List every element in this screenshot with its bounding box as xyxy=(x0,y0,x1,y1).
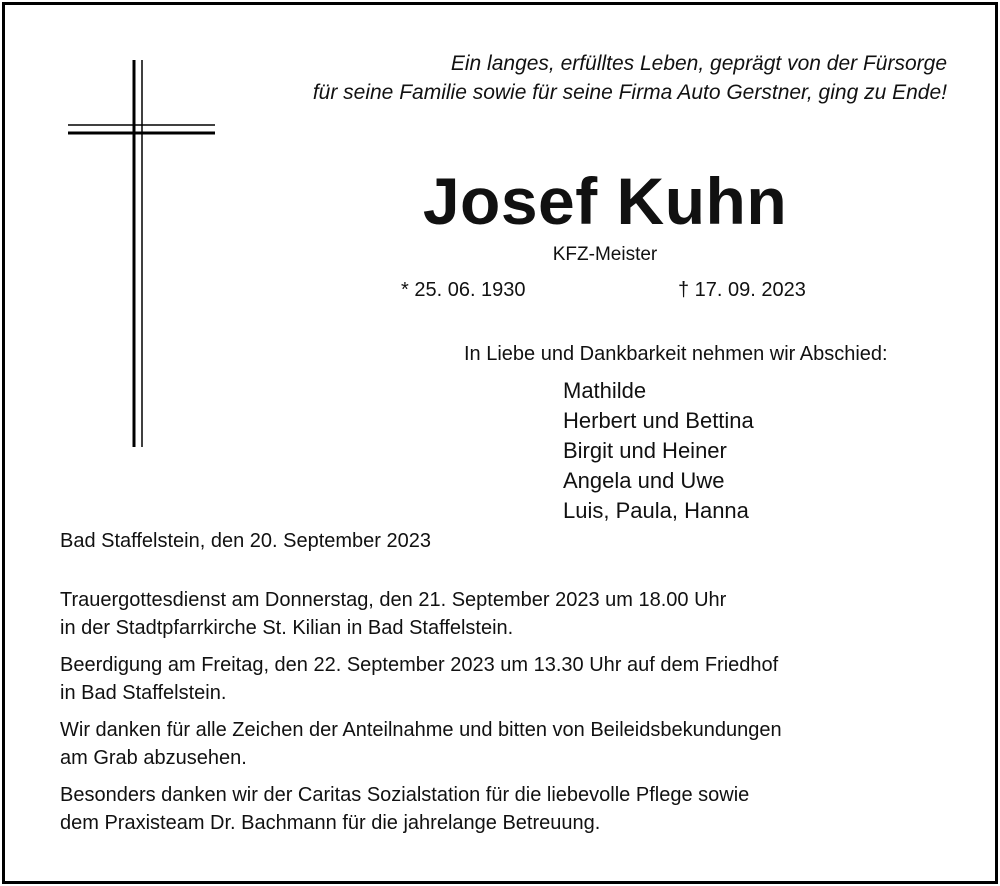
burial-paragraph xyxy=(60,651,920,707)
burial-line-1: Beerdigung am Freitag, den 22. September 2023 um 13.30 Uhr auf dem Friedhof xyxy=(60,654,779,676)
deceased-name: Josef Kuhn xyxy=(422,164,788,238)
service-line-1: Trauergottesdienst am Donnerstag, den 21. September 2023 um 18.00 Uhr xyxy=(60,589,727,611)
special-thanks-line-1: Besonders danken wir der Caritas Sozialstation für die liebevolle Pflege sowie xyxy=(60,784,750,806)
family-member: Mathilde xyxy=(563,378,647,403)
special-thanks-line-2: dem Praxisteam Dr. Bachmann für die jahrelange Betreuung. xyxy=(60,812,601,834)
burial-line-2: in Bad Staffelstein. xyxy=(60,682,227,704)
birth-date: * 25. 06. 1930 xyxy=(401,279,526,301)
thanks-line-2: am Grab abzusehen. xyxy=(60,747,247,769)
place-date: Bad Staffelstein, den 20. September 2023 xyxy=(60,530,432,552)
family-member: Herbert und Bettina xyxy=(563,408,754,433)
thanks-paragraph xyxy=(60,716,920,772)
family-member: Angela und Uwe xyxy=(563,468,725,493)
service-line-2: in der Stadtpfarrkirche St. Kilian in Bad Staffelstein. xyxy=(60,617,514,639)
deceased-title: KFZ-Meister xyxy=(552,244,658,265)
farewell-intro: In Liebe und Dankbarkeit nehmen wir Abschied: xyxy=(464,343,888,365)
family-member: Birgit und Heiner xyxy=(563,438,727,463)
quote-line-1: Ein langes, erfülltes Leben, geprägt von der Fürsorge xyxy=(450,52,947,75)
obituary-card xyxy=(2,2,998,884)
special-thanks-paragraph xyxy=(60,781,920,837)
family-list xyxy=(563,376,754,526)
quote-line-2: für seine Familie sowie für seine Firma Auto Gerstner, ging zu Ende! xyxy=(312,81,947,104)
thanks-line-1: Wir danken für alle Zeichen der Anteilnahme und bitten von Beileidsbekundungen xyxy=(60,719,782,741)
service-paragraph xyxy=(60,586,920,642)
family-member: Luis, Paula, Hanna xyxy=(563,498,749,523)
cross-icon xyxy=(68,60,218,450)
info-section xyxy=(60,586,920,846)
death-date: † 17. 09. 2023 xyxy=(678,279,806,301)
